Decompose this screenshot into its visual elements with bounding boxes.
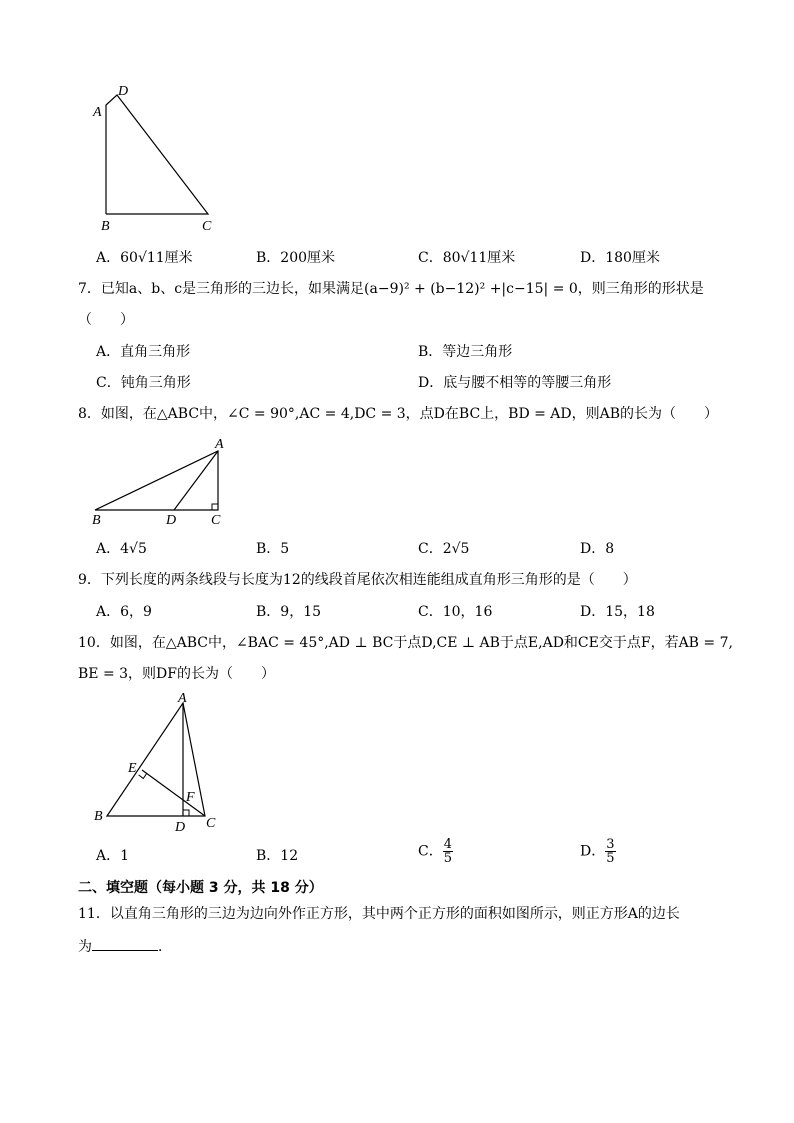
q10-figure — [88, 690, 238, 840]
q8-option-c[interactable] — [418, 540, 469, 558]
q9-stem: 9．下列长度的两条线段与长度为12的线段首尾依次相连能组成直角形三角形的是（ ） — [78, 572, 637, 588]
q10-option-d[interactable] — [580, 838, 616, 865]
option-letter: A． — [96, 541, 121, 557]
q7-paren: （ ） — [78, 312, 134, 328]
fraction-numerator: 4 — [443, 837, 452, 852]
q10-option-b[interactable] — [256, 847, 298, 865]
q6-trapezoid — [106, 95, 208, 214]
q8-option-d[interactable] — [580, 540, 614, 558]
option-letter: C． — [96, 375, 121, 391]
label-B: B — [94, 809, 103, 824]
option-letter: B． — [256, 848, 281, 864]
q10-right-angle-d — [183, 810, 189, 816]
label-D: D — [166, 513, 177, 528]
option-text: 60√11厘米 — [120, 250, 193, 266]
q9-option-a[interactable] — [96, 603, 152, 621]
q9-option-b[interactable] — [256, 603, 321, 621]
q7-option-a[interactable] — [96, 343, 190, 361]
option-letter: D． — [418, 375, 444, 391]
q10-stem-line1: 10．如图，在△ABC中，∠BAC = 45°,AD ⊥ BC于点D,CE ⊥ AB于点E,AD和CE交于点F，若AB = 7, — [78, 635, 733, 651]
q9-option-c[interactable] — [418, 603, 492, 621]
q11-answer-blank[interactable] — [92, 936, 158, 951]
q6-option-c[interactable] — [418, 249, 515, 267]
option-text: 12 — [280, 848, 299, 864]
q8-segment-ad — [174, 451, 218, 510]
option-text: 等边三角形 — [442, 344, 513, 360]
option-text: 直角三角形 — [120, 344, 191, 360]
option-letter: B． — [256, 604, 281, 620]
option-text: 8 — [605, 541, 615, 557]
option-text: 9，15 — [280, 604, 322, 620]
option-letter: A． — [96, 848, 121, 864]
q8-option-b[interactable] — [256, 540, 289, 558]
option-text: 200厘米 — [280, 250, 336, 266]
label-D: D — [118, 84, 129, 99]
option-letter: A． — [96, 250, 121, 266]
q6-figure — [80, 80, 240, 240]
option-letter: D． — [580, 541, 606, 557]
q11-prefix: 为 — [78, 939, 92, 955]
option-letter: B． — [418, 344, 443, 360]
q8-right-angle-mark — [212, 504, 218, 510]
q6-option-a[interactable] — [96, 249, 193, 267]
q11-line1: 11．以直角三角形的三边为边向外作正方形，其中两个正方形的面积如图所示，则正方形A的边长 — [78, 906, 680, 922]
option-letter: B． — [256, 250, 281, 266]
option-letter: D． — [580, 250, 606, 266]
q11-line2 — [78, 936, 172, 956]
option-text: 80√11厘米 — [442, 250, 516, 266]
q10-altitude-ce — [142, 770, 205, 816]
option-letter: D． — [580, 843, 606, 860]
fraction-4-5 — [443, 838, 453, 865]
q7-option-d[interactable] — [418, 374, 611, 392]
option-letter: C． — [418, 541, 443, 557]
fraction-numerator: 3 — [606, 837, 615, 852]
q6-option-b[interactable] — [256, 249, 335, 267]
label-E: E — [128, 761, 137, 776]
label-B: B — [92, 513, 101, 528]
option-text: 底与腰不相等的等腰三角形 — [443, 375, 612, 391]
q7-stem: 7．已知a、b、c是三角形的三边长，如果满足(a−9)² + (b−12)² +|c−15| = 0，则三角形的形状是 — [78, 281, 704, 297]
label-A: A — [178, 691, 187, 706]
fraction-3-5 — [605, 838, 615, 865]
label-C: C — [202, 219, 212, 234]
q10-stem-line2: BE = 3，则DF的长为（ ） — [78, 666, 275, 682]
option-letter: B． — [256, 541, 281, 557]
q7-option-c[interactable] — [96, 374, 191, 392]
option-text: 15，18 — [605, 604, 655, 620]
q7-option-b[interactable] — [418, 343, 512, 361]
q9-option-d[interactable] — [580, 603, 655, 621]
label-C: C — [206, 816, 216, 831]
option-text: 4√5 — [120, 541, 147, 557]
option-letter: A． — [96, 604, 121, 620]
q10-option-c[interactable] — [418, 838, 453, 865]
q8-figure — [88, 432, 238, 532]
q8-option-a[interactable] — [96, 540, 147, 558]
option-letter: D． — [580, 604, 606, 620]
q11-suffix: ． — [158, 939, 172, 955]
option-text: 1 — [120, 848, 130, 864]
q6-option-d[interactable] — [580, 249, 660, 267]
option-text: 2√5 — [442, 541, 470, 557]
option-text: 钝角三角形 — [120, 375, 191, 391]
label-B: B — [101, 219, 110, 234]
option-letter: C． — [418, 604, 443, 620]
option-text: 180厘米 — [605, 250, 660, 266]
fraction-denominator: 5 — [443, 851, 452, 866]
q8-triangle — [95, 451, 218, 510]
label-C: C — [211, 513, 221, 528]
option-letter: A． — [96, 344, 121, 360]
q10-right-angle-e — [139, 773, 147, 778]
option-text: 10，16 — [442, 604, 493, 620]
section-2-title: 二、填空题（每小题 3 分，共 18 分） — [78, 880, 323, 896]
option-text: 6，9 — [120, 604, 152, 620]
label-F: F — [186, 790, 195, 805]
option-letter: C． — [418, 843, 443, 860]
label-A: A — [215, 437, 224, 452]
label-D: D — [175, 820, 186, 835]
fraction-denominator: 5 — [606, 851, 615, 866]
option-text: 5 — [280, 541, 290, 557]
option-letter: C． — [418, 250, 443, 266]
q10-option-a[interactable] — [96, 847, 129, 865]
q8-stem: 8．如图，在△ABC中，∠C = 90°,AC = 4,DC = 3，点D在BC上，BD = AD，则AB的长为（ ） — [78, 406, 719, 422]
label-A: A — [93, 105, 102, 120]
